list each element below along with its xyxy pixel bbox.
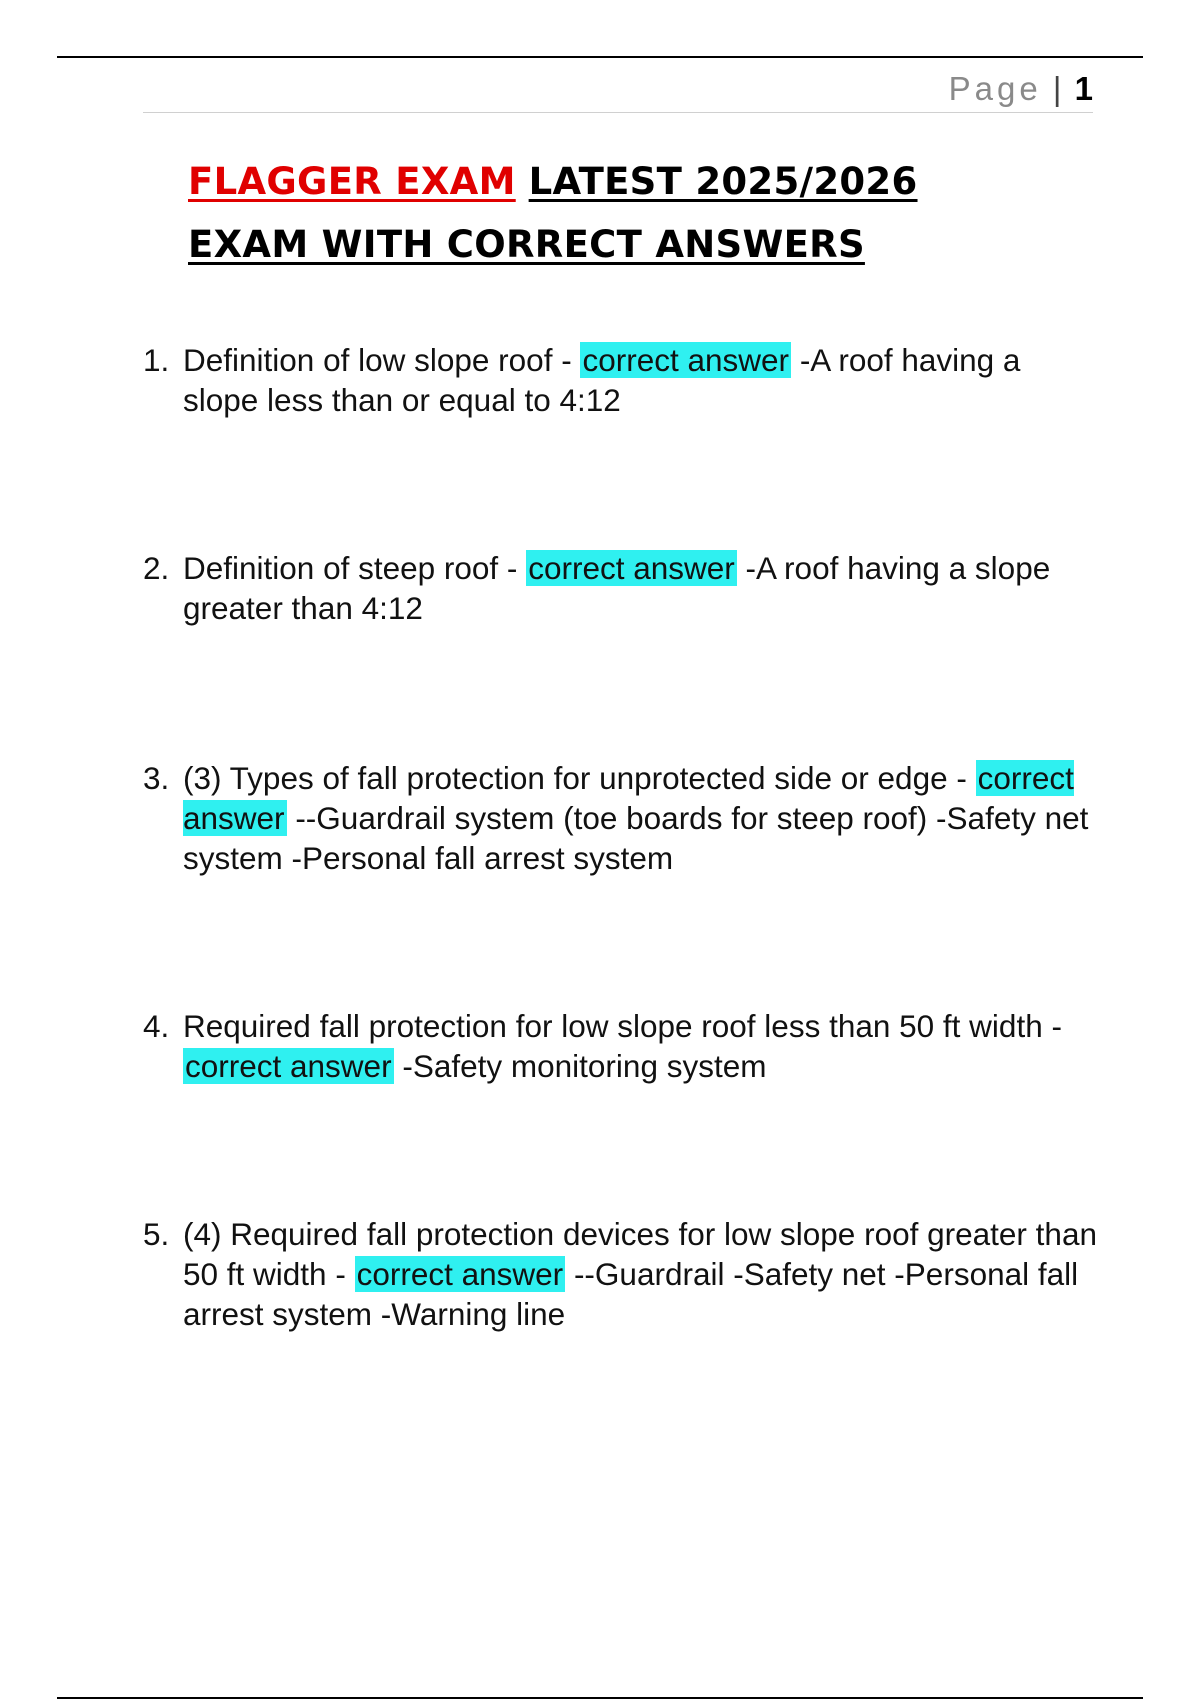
question-text: Definition of low slope roof -: [183, 342, 572, 378]
page-separator: |: [1052, 70, 1062, 107]
question-number: 2.: [143, 550, 170, 586]
answer-highlight: correct answer: [183, 760, 1074, 836]
question-item: [143, 758, 1103, 878]
question-body: [183, 758, 1101, 878]
question-text: Required fall protection for low slope roof less than 50 ft width -: [183, 1008, 1062, 1044]
document-title: [188, 150, 1108, 276]
question-text: Definition of steep roof -: [183, 550, 518, 586]
title-line-2: EXAM WITH CORRECT ANSWERS: [188, 223, 865, 266]
bottom-divider: [57, 1697, 1143, 1699]
page-number: 1: [1074, 70, 1093, 107]
answer-text: -A roof having a slope less than or equal to 4:12: [183, 342, 1021, 418]
title-line-1: LATEST 2025/2026: [528, 160, 918, 203]
question-item: [143, 340, 1103, 420]
question-body: [183, 548, 1101, 628]
question-body: [183, 1214, 1101, 1334]
answer-text: -Safety monitoring system: [402, 1048, 767, 1084]
question-item: [143, 1214, 1103, 1334]
answer-highlight: correct answer: [356, 1256, 564, 1292]
question-number: 5.: [143, 1216, 170, 1252]
answer-text: --Guardrail system (toe boards for steep roof) -Safety net system -Personal fall arrest system: [183, 800, 1089, 876]
top-divider: [57, 56, 1143, 58]
page-header: [143, 66, 1093, 113]
question-item: [143, 548, 1103, 628]
question-number: 1.: [143, 342, 170, 378]
question-body: [183, 340, 1101, 420]
question-body: [183, 1006, 1101, 1086]
answer-highlight: correct answer: [582, 342, 790, 378]
answer-highlight: correct answer: [185, 1048, 392, 1084]
question-number: 3.: [143, 760, 170, 796]
answer-text: -A roof having a slope greater than 4:12: [183, 550, 1051, 626]
question-text: (3) Types of fall protection for unprotected side or edge -: [183, 760, 967, 796]
title-highlight-red: FLAGGER EXAM: [188, 160, 516, 203]
answer-highlight: correct answer: [528, 550, 735, 586]
answer-text: --Guardrail -Safety net -Personal fall arrest system -Warning line: [183, 1256, 1079, 1332]
question-text: (4) Required fall protection devices for low slope roof greater than 50 ft width -: [183, 1216, 1097, 1292]
question-item: [143, 1006, 1103, 1086]
page-label: Page: [948, 70, 1042, 107]
question-number: 4.: [143, 1008, 170, 1044]
